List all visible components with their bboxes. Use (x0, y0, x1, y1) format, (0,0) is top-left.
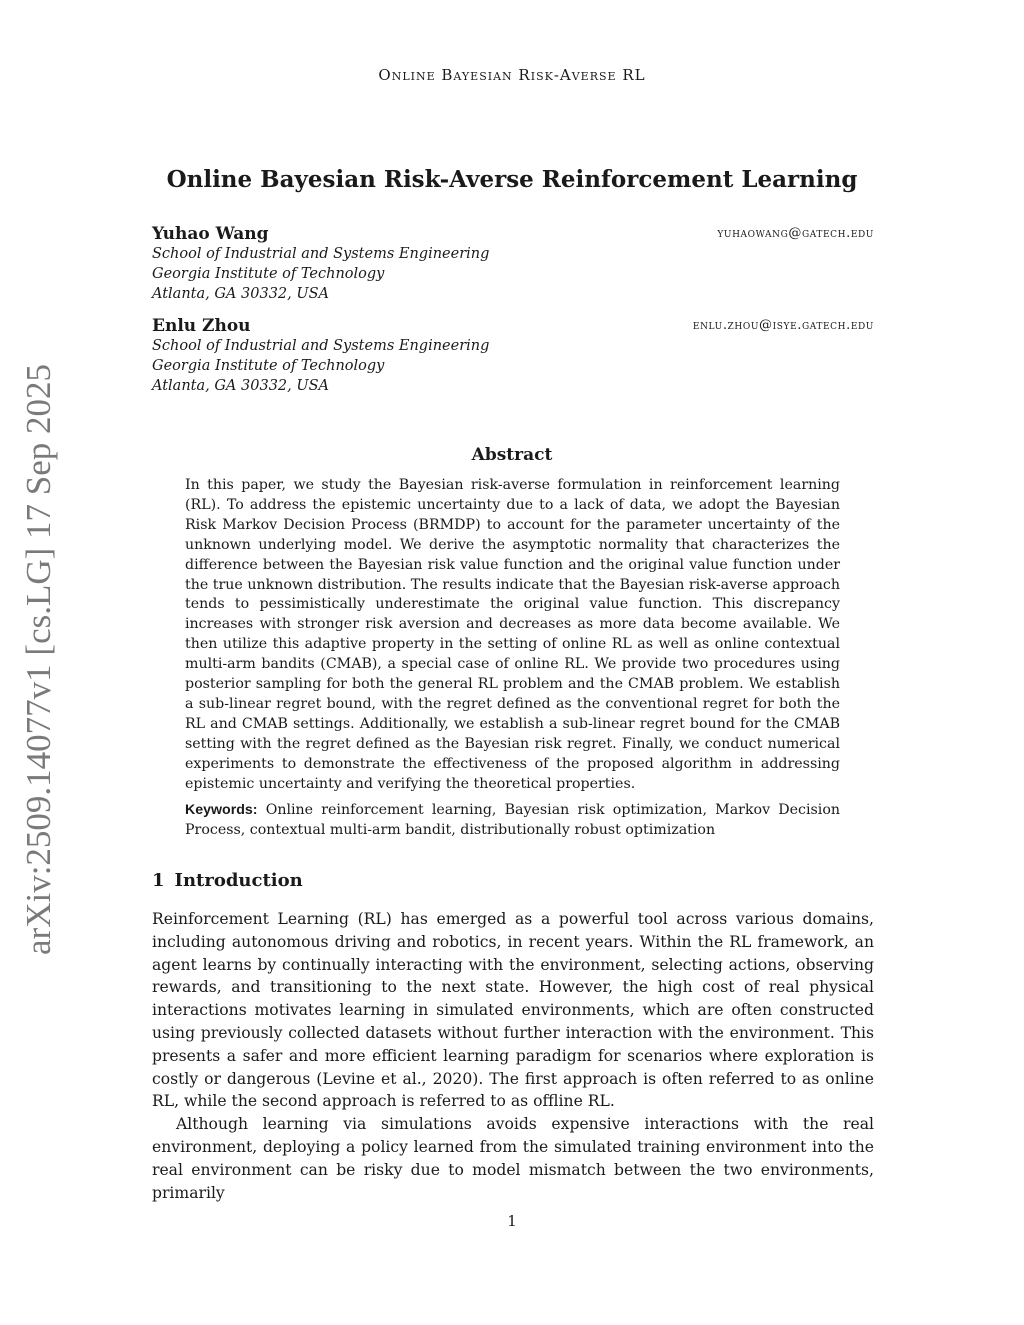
arxiv-identifier-stamp: arXiv:2509.14077v1 [cs.LG] 17 Sep 2025 (19, 363, 58, 955)
affiliation-line: Georgia Institute of Technology (152, 266, 385, 282)
abstract-body: In this paper, we study the Bayesian risk-averse formulation in reinforcement learning (RL). To address the epistemic uncertainty due to a lack of data, we adopt the Bayesian Risk Markov Decision Process (BRMDP) to account for the parameter uncertainty of the unknown underlying model. We derive the asymptotic normality that characterizes the difference between the Bayesian risk value function and the original value function under the true unknown distribution. The results indicate that the Bayesian risk-averse approach tends to pessimistically underestimate the original value function. This discrepancy increases with stronger risk aversion and decreases as more data become available. We then utilize this adaptive property in the setting of online RL as well as online contextual multi-arm bandits (CMAB), a special case of online RL. We provide two procedures using posterior sampling for both the general RL problem and the CMAB problem. We establish a sub-linear regret bound, with the regret defined as the conventional regret for both the RL and CMAB settings. Additionally, we establish a sub-linear regret bound for the CMAB setting with the regret defined as the Bayesian risk regret. Finally, we conduct numerical experiments to demonstrate the effectiveness of the proposed algorithm in addressing epistemic uncertainty and verifying the theoretical properties. (185, 477, 840, 792)
author-block-2 (152, 316, 874, 396)
page-number: 1 (507, 1212, 517, 1230)
abstract-heading: Abstract (471, 445, 553, 465)
affiliation-line: Atlanta, GA 30332, USA (152, 286, 329, 302)
introduction-body (152, 908, 874, 1204)
author-email: yuhaowang@gatech.edu (717, 226, 874, 241)
author-name: Enlu Zhou (152, 316, 251, 336)
section-heading (152, 870, 303, 891)
affiliation-line: Atlanta, GA 30332, USA (152, 378, 329, 394)
author-email: enlu.zhou@isye.gatech.edu (692, 318, 874, 333)
author-name: Yuhao Wang (152, 224, 269, 244)
keywords-text: Online reinforcement learning, Bayesian risk optimization, Markov Decision Process, contextual multi-arm bandit, distributionally robust optimization (185, 802, 841, 838)
author-block-1 (152, 224, 874, 304)
keywords (185, 800, 840, 840)
paper-title: Online Bayesian Risk-Averse Reinforcement Learning (166, 166, 858, 193)
paragraph: Although learning via simulations avoids expensive interactions with the real environment, deploying a policy learned from the simulated training environment into the real environment can be risky due to model mismatch between the two environments, primarily (152, 1115, 874, 1202)
affiliation-line: School of Industrial and Systems Engineering (152, 338, 490, 354)
running-head: Online Bayesian Risk-Averse RL (378, 66, 646, 84)
section-number: 1 (152, 870, 165, 891)
section-title: Introduction (174, 870, 303, 891)
affiliation-line: School of Industrial and Systems Engineering (152, 246, 490, 262)
paragraph: Reinforcement Learning (RL) has emerged as a powerful tool across various domains, including autonomous driving and robotics, in recent years. Within the RL framework, an agent learns by continually interacting with the environment, selecting actions, observing rewards, and transitioning to the next state. However, the high cost of real physical interactions motivates learning in simulated environments, which are often constructed using previously collected datasets without further interaction with the environment. This presents a safer and more efficient learning paradigm for scenarios where exploration is costly or dangerous (Levine et al., 2020). The first approach is often referred to as online RL, while the second approach is referred to as offline RL. (152, 910, 874, 1111)
keywords-label: Keywords: (185, 802, 258, 818)
affiliation-line: Georgia Institute of Technology (152, 358, 385, 374)
